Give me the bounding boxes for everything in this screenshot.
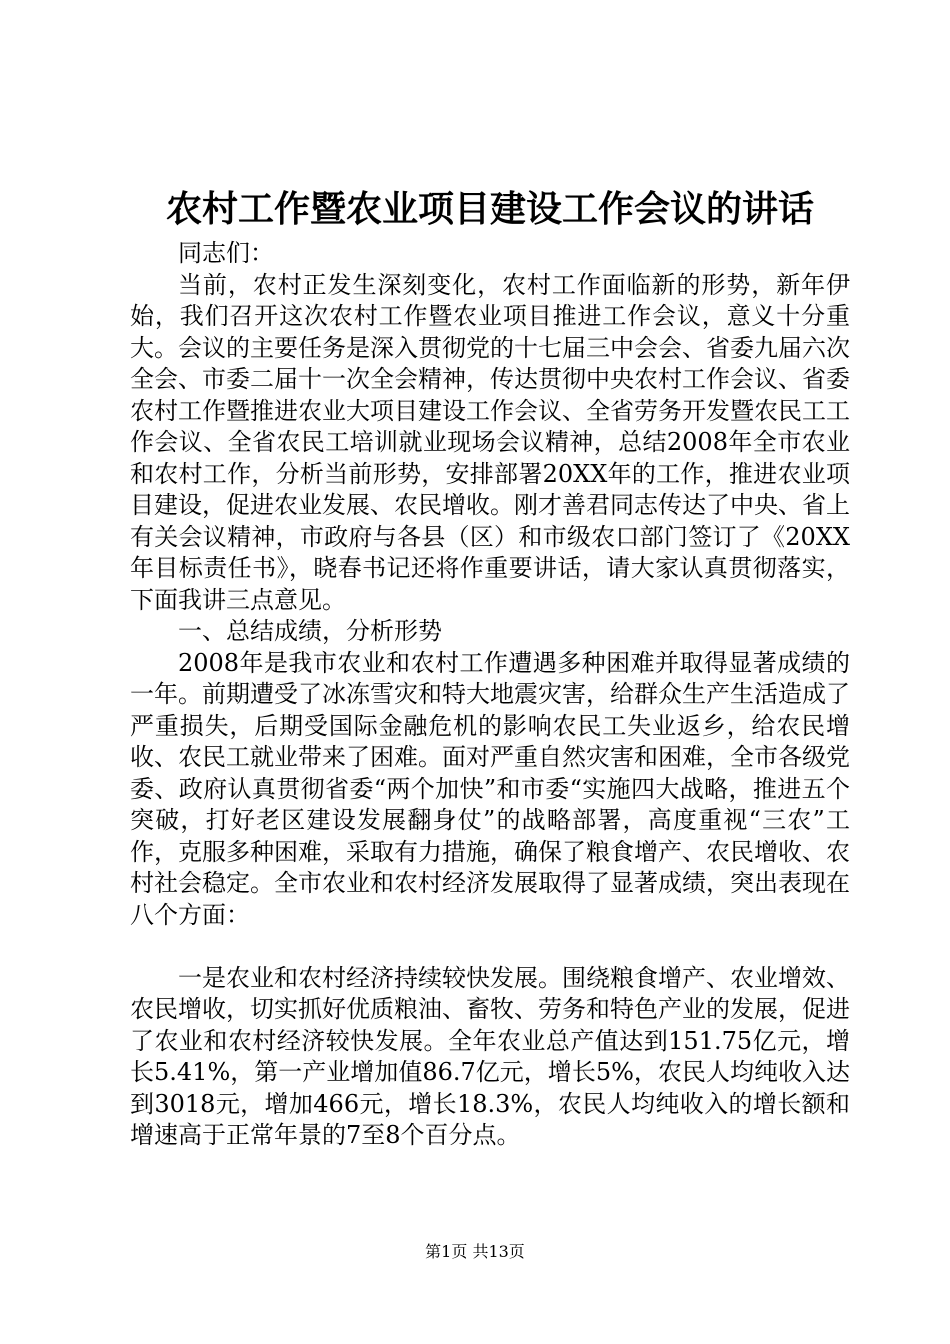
paragraph-gap xyxy=(130,931,850,963)
document-title: 农村工作暨农业项目建设工作会议的讲话 xyxy=(165,188,814,230)
point-one-paragraph: 一是农业和农村经济持续较快发展。围绕粮食增产、农业增效、农民增收，切实抓好优质粮油、畜牧、劳务和特色产业的发展，促进了农业和农村经济较快发展。全年农业总产值达到151.75亿元，增长5.41%，第一产业增加值86.7亿元，增长5%，农民人均纯收入达到3018元，增加466元，增长18.3%，农民人均纯收入的增长额和增速高于正常年景的7至8个百分点。 xyxy=(130,963,850,1149)
page-footer: 第1页 共13页 xyxy=(425,1242,525,1261)
salutation: 同志们： xyxy=(178,239,274,267)
summary-paragraph: 2008年是我市农业和农村工作遭遇多种困难并取得显著成绩的一年。前期遭受了冰冻雪灾和特大地震灾害，给群众生产生活造成了严重损失，后期受国际金融危机的影响农民工失业返乡，给农民增收、农民工就业带来了困难。面对严重自然灾害和困难，全市各级党委、政府认真贯彻省委“两个加快”和市委“实施四大战略，推进五个突破，打好老区建设发展翻身仗”的战略部署，高度重视“三农”工作，克服多种困难，采取有力措施，确保了粮食增产、农民增收、农村社会稳定。全市农业和农村经济发展取得了显著成绩，突出表现在八个方面： xyxy=(130,648,850,929)
section-heading: 一、总结成绩，分析形势 xyxy=(178,617,442,645)
intro-paragraph: 当前，农村正发生深刻变化，农村工作面临新的形势，新年伊始，我们召开这次农村工作暨农业项目推进工作会议，意义十分重大。会议的主要任务是深入贯彻党的十七届三中会会、省委九届六次全会、市委二届十一次全会精神，传达贯彻中央农村工作会议、省委农村工作暨推进农业大项目建设工作会议、全省劳务开发暨农民工工作会议、全省农民工培训就业现场会议精神，总结2008年全市农业和农村工作，分析当前形势，安排部署20XX年的工作，推进农业项目建设，促进农业发展、农民增收。刚才善君同志传达了中央、省上有关会议精神，市政府与各县（区）和市级农口部门签订了《20XX年目标责任书》，晓春书记还将作重要讲话，请大家认真贯彻落实，下面我讲三点意见。 xyxy=(130,270,850,614)
document-page xyxy=(130,180,850,1152)
